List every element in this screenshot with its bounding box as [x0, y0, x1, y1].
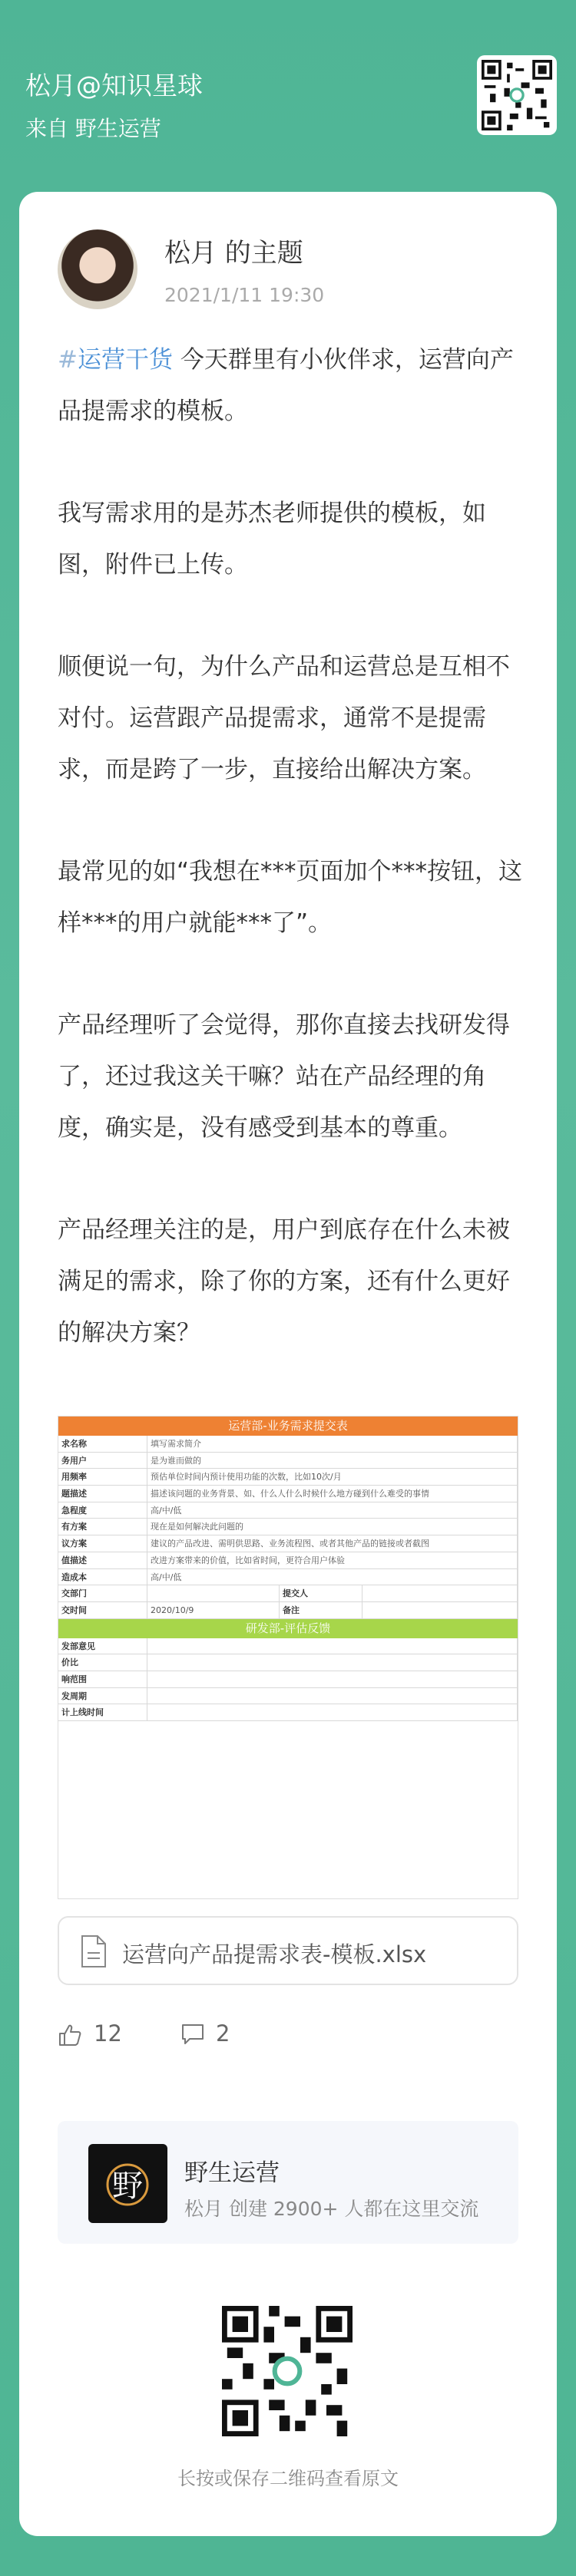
table-row	[58, 1486, 518, 1502]
paragraph-text: 今天群里有小伙伴求，运营向产品提需求的模板。	[58, 346, 514, 425]
sheet-value: 描述该问题的业务背景、如、什么人什么时候什么地方碰到什么难受的事情	[147, 1486, 518, 1502]
attachment-file[interactable]	[58, 1916, 518, 1985]
table-row	[58, 1688, 518, 1705]
hashtag-symbol: #	[58, 346, 78, 374]
table-row	[58, 1502, 518, 1519]
table-row	[58, 1552, 518, 1569]
sheet-label: 题描述	[58, 1486, 147, 1502]
attachment-filename: 运营向产品提需求表-模板.xlsx	[122, 1941, 427, 1967]
sheet-label: 值描述	[58, 1552, 147, 1568]
table-row	[58, 1569, 518, 1586]
paragraph-1	[58, 335, 526, 437]
sheet-value	[147, 1585, 280, 1601]
group-logo	[88, 2144, 167, 2223]
sheet-label: 发部意见	[58, 1638, 147, 1654]
sheet-label: 造成本	[58, 1569, 147, 1585]
post-body	[58, 335, 526, 1410]
paragraph-3: 顺便说一句，为什么产品和运营总是互相不对付。运营跟产品提需求，通常不是提需求，而是跨了一步，直接给出解决方案。	[58, 653, 510, 783]
sheet-value: 建议的产品改进、需明供思路、业务流程图、或者其他产品的链接或者截图	[147, 1535, 518, 1552]
group-description: 松月 创建 2900+ 人都在这里交流	[184, 2198, 479, 2220]
sheet-value: 预估单位时间内预计使用功能的次数，比如10次/月	[147, 1469, 518, 1485]
qr-hint-text: 长按或保存二维码查看原文	[177, 2468, 399, 2489]
file-icon	[81, 1934, 107, 1968]
sheet-value	[147, 1688, 518, 1704]
post-card	[19, 192, 557, 2536]
sheet-value	[362, 1602, 518, 1618]
hashtag-link[interactable]: 运营干货	[77, 346, 173, 374]
feedback-rows	[58, 1638, 518, 1721]
footer-qr-code[interactable]	[222, 2306, 353, 2436]
paragraph-4: 最常见的如“我想在***页面加个***按钮，这样***的用户就能***了”。	[58, 858, 523, 937]
sheet-value: 高/中/低	[147, 1502, 518, 1519]
sheet-value: 2020/10/9	[147, 1602, 280, 1618]
header-subtitle: 来自 野生运营	[25, 116, 161, 141]
qr-code-icon	[482, 60, 552, 130]
sheet-label: 议方案	[58, 1535, 147, 1552]
table-row	[58, 1602, 518, 1619]
sheet-value: 现在是如何解决此问题的	[147, 1519, 518, 1535]
sheet-rows	[58, 1436, 518, 1585]
sheet-label: 求名称	[58, 1436, 147, 1452]
paragraph-6: 产品经理关注的是，用户到底存在什么未被满足的需求，除了你的方案，还有什么更好的解决方案？	[58, 1216, 510, 1347]
sheet-label: 响范围	[58, 1671, 147, 1687]
group-logo-mark	[88, 2144, 167, 2223]
sheet-value	[147, 1654, 518, 1671]
paragraph-2: 我写需求用的是苏杰老师提供的模板，如图，附件已上传。	[58, 500, 486, 579]
group-card[interactable]	[58, 2121, 518, 2244]
sheet-value: 改进方案带来的价值，比如省时间，更符合用户体验	[147, 1552, 518, 1568]
table-row	[58, 1704, 518, 1721]
sheet-label: 务用户	[58, 1453, 147, 1469]
paragraph-5: 产品经理听了会觉得，那你直接去找研发得了，还过我这关干嘛？站在产品经理的角度，确实是，没有感受到基本的尊重。	[58, 1011, 510, 1142]
sheet-label: 交时间	[58, 1602, 147, 1618]
author-name[interactable]: 松月 的主题	[164, 238, 303, 269]
author-avatar[interactable]	[58, 229, 137, 309]
sheet-label: 发周期	[58, 1688, 147, 1704]
header-qr-code[interactable]	[477, 55, 557, 135]
sheet-value	[147, 1638, 518, 1654]
sheet-value: 高/中/低	[147, 1569, 518, 1585]
table-row	[58, 1519, 518, 1535]
sheet-value: 是为谁而做的	[147, 1453, 518, 1469]
table-row	[58, 1585, 518, 1602]
comment-icon[interactable]	[180, 2023, 205, 2046]
comment-count: 2	[216, 2020, 230, 2047]
table-row	[58, 1535, 518, 1552]
requirement-form-image[interactable]	[58, 1416, 518, 1899]
sheet-section-title: 研发部-评估反馈	[58, 1619, 518, 1638]
like-count: 12	[94, 2020, 122, 2047]
sheet-label: 有方案	[58, 1519, 147, 1535]
sheet-label: 计上线时间	[58, 1704, 147, 1720]
group-name: 野生运营	[184, 2159, 280, 2187]
sheet-title: 运营部-业务需求提交表	[58, 1417, 518, 1436]
sheet-value	[147, 1704, 518, 1720]
table-row	[58, 1654, 518, 1671]
qr-code-icon	[222, 2306, 353, 2436]
thumbs-up-icon[interactable]	[58, 2023, 82, 2047]
post-date: 2021/1/11 19:30	[164, 284, 325, 306]
sheet-value: 填写需求简介	[147, 1436, 518, 1452]
sheet-label: 交部门	[58, 1585, 147, 1601]
table-row	[58, 1436, 518, 1453]
sheet-value	[362, 1585, 518, 1601]
sheet-label: 急程度	[58, 1502, 147, 1519]
sheet-value	[147, 1671, 518, 1687]
table-row	[58, 1671, 518, 1688]
sheet-label: 用频率	[58, 1469, 147, 1485]
sheet-label: 备注	[280, 1602, 362, 1618]
table-row	[58, 1469, 518, 1486]
sheet-label: 价比	[58, 1654, 147, 1671]
table-row	[58, 1453, 518, 1469]
header-title: 松月@知识星球	[25, 71, 203, 101]
share-header	[0, 0, 576, 192]
group-logo-char: 野	[112, 2169, 143, 2204]
sheet-label: 提交人	[280, 1585, 362, 1601]
table-row	[58, 1638, 518, 1655]
